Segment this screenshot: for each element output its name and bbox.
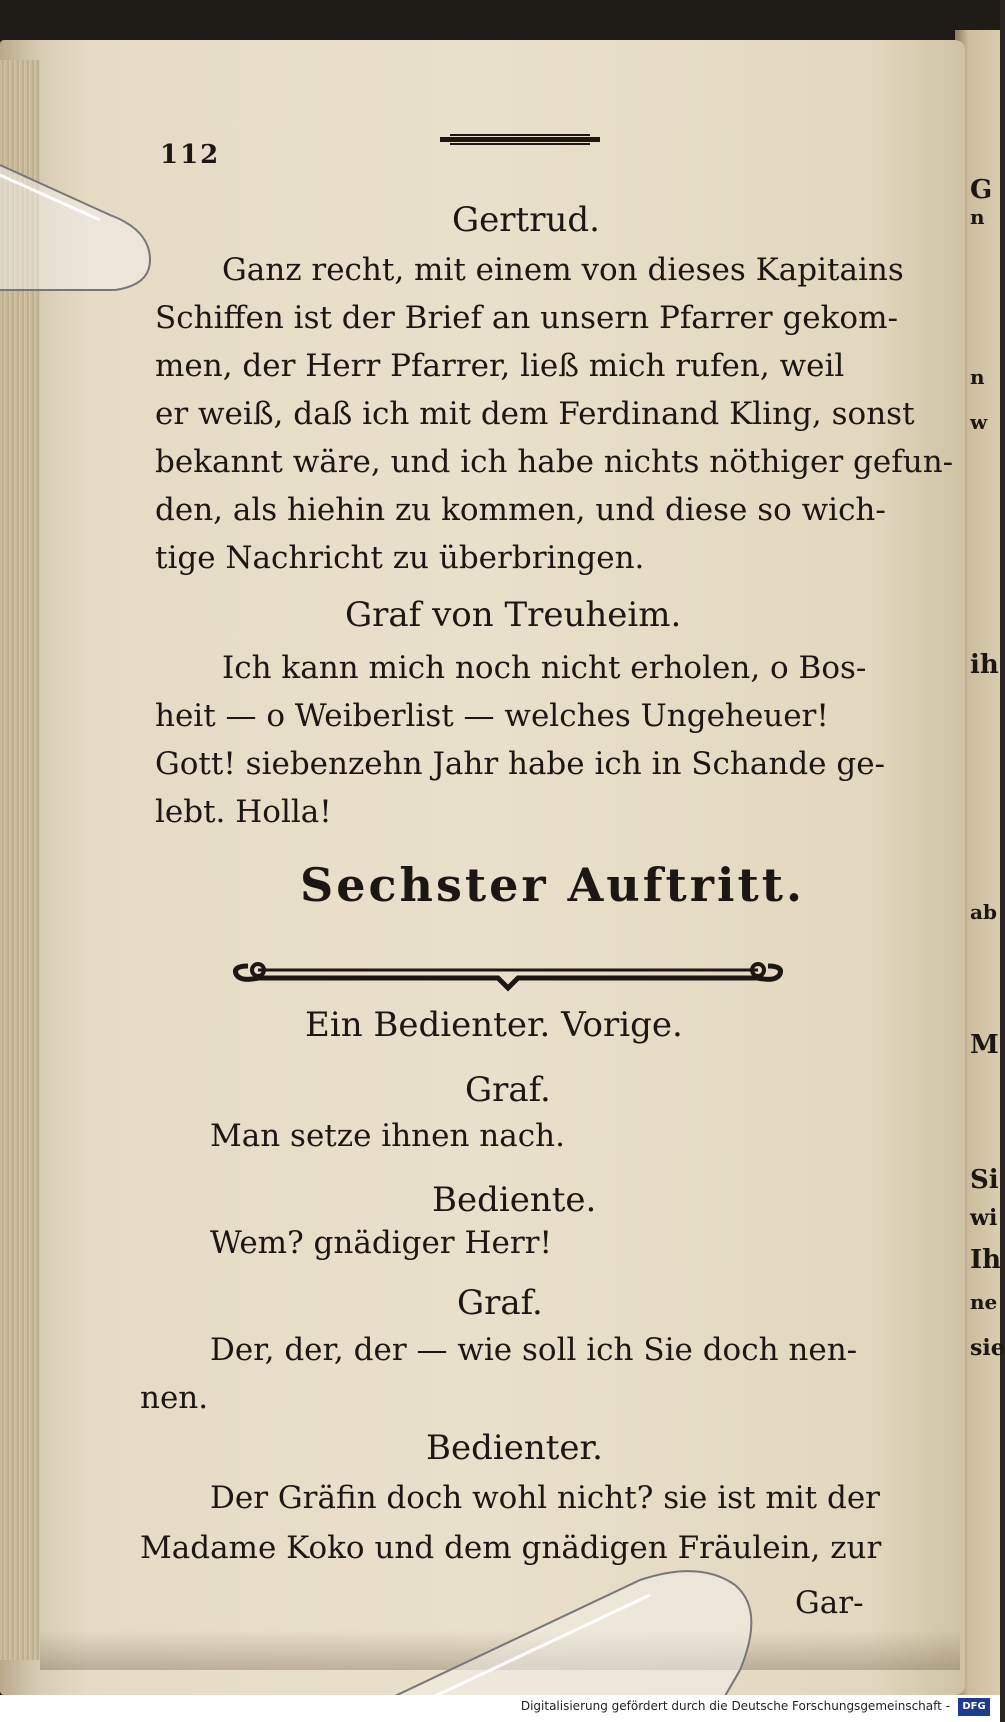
- facing-page-fragment: n: [970, 365, 985, 389]
- facing-page-fragment: M: [970, 1030, 999, 1060]
- text-line: nen.: [140, 1380, 209, 1416]
- speaker-name: Gertrud.: [452, 200, 600, 240]
- facing-page-fragment: Ih: [970, 1245, 1002, 1275]
- speaker-name: Bedienter.: [426, 1428, 603, 1468]
- scene-heading: Sechster Auftritt.: [300, 858, 805, 912]
- footer-credit: Digitalisierung gefördert durch die Deutsche Forschungsgemeinschaft -: [520, 1699, 950, 1713]
- facing-page-fragment: w: [970, 410, 988, 434]
- text-line: Der Gräfin doch wohl nicht? sie ist mit der: [210, 1480, 880, 1516]
- text-line: Gott! siebenzehn Jahr habe ich in Schande ge-: [155, 746, 886, 782]
- text-line: Ich kann mich noch nicht erholen, o Bos-: [222, 650, 867, 686]
- facing-page-fragment: Si: [970, 1165, 999, 1195]
- cast-list: Ein Bedienter. Vorige.: [305, 1005, 683, 1045]
- speaker-name: Graf.: [465, 1070, 551, 1110]
- dfg-logo: DFG: [958, 1698, 990, 1716]
- text-line: den, als hiehin zu kommen, und diese so wich-: [155, 492, 886, 528]
- facing-page-fragment: G: [970, 175, 993, 205]
- text-line: Man setze ihnen nach.: [210, 1118, 565, 1154]
- page-clip-top: [0, 150, 160, 300]
- scroll-rule-ornament: [228, 948, 788, 994]
- facing-page-fragment: ab: [970, 900, 997, 924]
- facing-page-fragment: sie: [970, 1335, 1005, 1361]
- header-rule-ornament: [440, 133, 600, 147]
- facing-page-fragment: wi: [970, 1205, 998, 1231]
- page-number: 112: [160, 140, 221, 170]
- text-line: men, der Herr Pfarrer, ließ mich rufen, weil: [155, 348, 845, 384]
- speaker-name: Graf.: [457, 1283, 543, 1323]
- speaker-name: Bediente.: [432, 1180, 597, 1220]
- text-line: Wem? gnädiger Herr!: [210, 1225, 552, 1261]
- text-line: bekannt wäre, und ich habe nichts nöthiger gefun-: [155, 444, 954, 480]
- text-line: Der, der, der — wie soll ich Sie doch nen-: [210, 1332, 858, 1368]
- speaker-name: Graf von Treuheim.: [345, 595, 682, 635]
- facing-page-fragment: n: [970, 205, 985, 229]
- facing-page-fragment: ih: [970, 650, 999, 680]
- facing-page-fragment: ne: [970, 1290, 998, 1314]
- text-line: lebt. Holla!: [155, 794, 332, 830]
- catchword: Gar-: [795, 1585, 864, 1621]
- text-line: Schiffen ist der Brief an unsern Pfarrer gekom-: [155, 300, 898, 336]
- text-line: tige Nachricht zu überbringen.: [155, 540, 645, 576]
- text-line: Madame Koko und dem gnädigen Fräulein, zur: [140, 1530, 882, 1566]
- text-line: heit — o Weiberlist — welches Ungeheuer!: [155, 698, 829, 734]
- text-line: Ganz recht, mit einem von dieses Kapitains: [222, 252, 904, 288]
- text-line: er weiß, daß ich mit dem Ferdinand Kling, sonst: [155, 396, 915, 432]
- page-edge-stack: [0, 60, 40, 1660]
